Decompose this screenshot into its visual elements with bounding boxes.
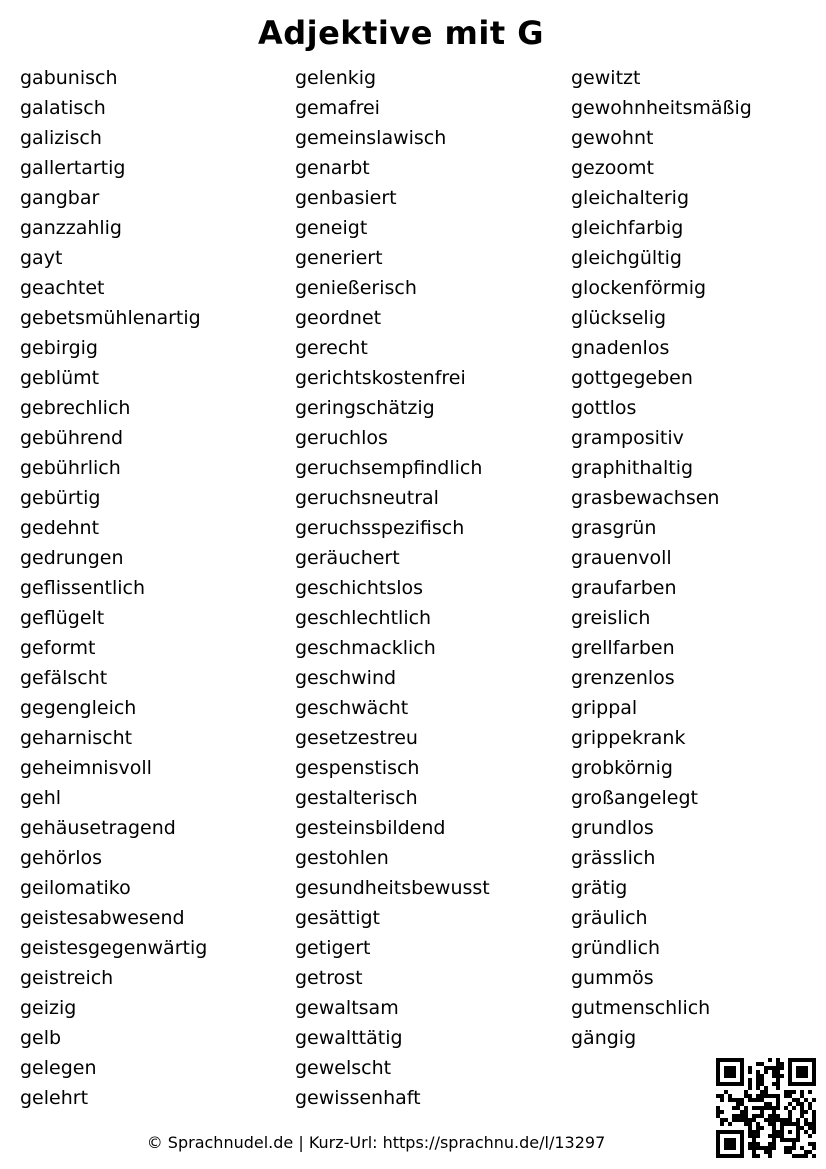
word-item: genarbt [295,157,370,179]
word-item: geruchlos [295,427,388,449]
word-item: generiert [295,247,383,269]
word-item: gebrechlich [20,397,131,419]
word-item: gnadenlos [571,337,670,359]
word-item: geblümt [20,367,100,389]
word-item: geruchsempfindlich [295,457,483,479]
word-column-1 [20,63,207,1113]
word-item: gebetsmühlenartig [20,307,201,329]
word-item: gelb [20,1027,62,1049]
word-item: gedrungen [20,547,124,569]
word-item: geruchsneutral [295,487,439,509]
word-item: geschmacklich [295,637,436,659]
word-column-2 [295,63,490,1113]
word-item: gelehrt [20,1087,89,1109]
word-item: geilomatiko [20,877,131,899]
word-item: ganzzahlig [20,217,122,239]
word-item: getigert [295,937,371,959]
word-item: gleichalterig [571,187,690,209]
word-item: geformt [20,637,96,659]
word-item: grasgrün [571,517,657,539]
word-item: gutmenschlich [571,997,711,1019]
word-item: geneigt [295,217,368,239]
word-item: geistesabwesend [20,907,185,929]
word-item: grellfarben [571,637,675,659]
word-item: grenzenlos [571,667,675,689]
word-item: gerichtskostenfrei [295,367,466,389]
word-item: grauenvoll [571,547,672,569]
word-item: graphithaltig [571,457,694,479]
word-item: gemafrei [295,97,380,119]
word-item: gewohnheitsmäßig [571,97,752,119]
word-item: gefälscht [20,667,108,689]
word-item: grätig [571,877,628,899]
word-item: grippal [571,697,638,719]
word-item: gestalterisch [295,787,418,809]
word-item: gesättigt [295,907,380,929]
word-item: gräulich [571,907,648,929]
word-item: geruchsspezifisch [295,517,465,539]
word-item: grundlos [571,817,654,839]
word-item: gebührend [20,427,124,449]
word-item: gängig [571,1027,637,1049]
word-item: gebürtig [20,487,101,509]
word-item: gewohnt [571,127,654,149]
word-item: gebirgig [20,337,98,359]
word-item: geflissentlich [20,577,146,599]
word-item: gründlich [571,937,661,959]
word-item: gehl [20,787,62,809]
word-item: gewalttätig [295,1027,403,1049]
word-item: gezoomt [571,157,654,179]
word-item: gayt [20,247,63,269]
word-column-3 [571,63,752,1053]
word-item: gegengleich [20,697,137,719]
word-item: grässlich [571,847,656,869]
word-item: greislich [571,607,651,629]
footer-copyright: © Sprachnudel.de | Kurz-Url: https://sprachnu.de/l/13297 [146,1133,606,1152]
word-item: gemeinslawisch [295,127,447,149]
word-item: gerecht [295,337,368,359]
word-item: gummös [571,967,654,989]
word-item: gottgegeben [571,367,693,389]
word-item: gangbar [20,187,100,209]
word-item: geizig [20,997,77,1019]
word-item: graufarben [571,577,677,599]
word-item: genießerisch [295,277,417,299]
word-item: grasbewachsen [571,487,720,509]
word-item: gallertartig [20,157,126,179]
word-item: gesundheitsbewusst [295,877,490,899]
word-item: gehörlos [20,847,103,869]
page-title: Adjektive mit G [257,14,545,52]
word-item: gesteinsbildend [295,817,446,839]
word-item: geschlechtlich [295,607,432,629]
word-item: geharnischt [20,727,133,749]
word-item: grippekrank [571,727,686,749]
word-item: gottlos [571,397,637,419]
word-item: geordnet [295,307,382,329]
word-item: geheimnisvoll [20,757,152,779]
word-item: geschwind [295,667,397,689]
word-item: gewissenhaft [295,1087,421,1109]
word-item: geschwächt [295,697,409,719]
word-item: gewelscht [295,1057,392,1079]
word-item: glockenförmig [571,277,707,299]
word-item: geachtet [20,277,105,299]
word-item: gleichfarbig [571,217,684,239]
word-item: gespenstisch [295,757,420,779]
word-item: glückselig [571,307,667,329]
word-item: genbasiert [295,187,397,209]
word-item: großangelegt [571,787,698,809]
word-item: gleichgültig [571,247,682,269]
word-item: gabunisch [20,67,118,89]
word-item: gelegen [20,1057,97,1079]
word-item: geringschätzig [295,397,435,419]
word-item: geräuchert [295,547,400,569]
word-item: gesetzestreu [295,727,418,749]
word-item: gestohlen [295,847,389,869]
word-item: geflügelt [20,607,105,629]
word-item: grobkörnig [571,757,673,779]
word-item: galatisch [20,97,106,119]
word-item: grampositiv [571,427,684,449]
word-item: geschichtslos [295,577,424,599]
word-item: geistesgegenwärtig [20,937,208,959]
word-item: galizisch [20,127,102,149]
word-item: gehäusetragend [20,817,176,839]
word-item: gebührlich [20,457,121,479]
qr-code-icon [716,1058,816,1158]
word-item: gedehnt [20,517,100,539]
word-item: gewaltsam [295,997,399,1019]
word-item: geistreich [20,967,114,989]
word-item: gelenkig [295,67,377,89]
word-item: getrost [295,967,363,989]
word-item: gewitzt [571,67,641,89]
